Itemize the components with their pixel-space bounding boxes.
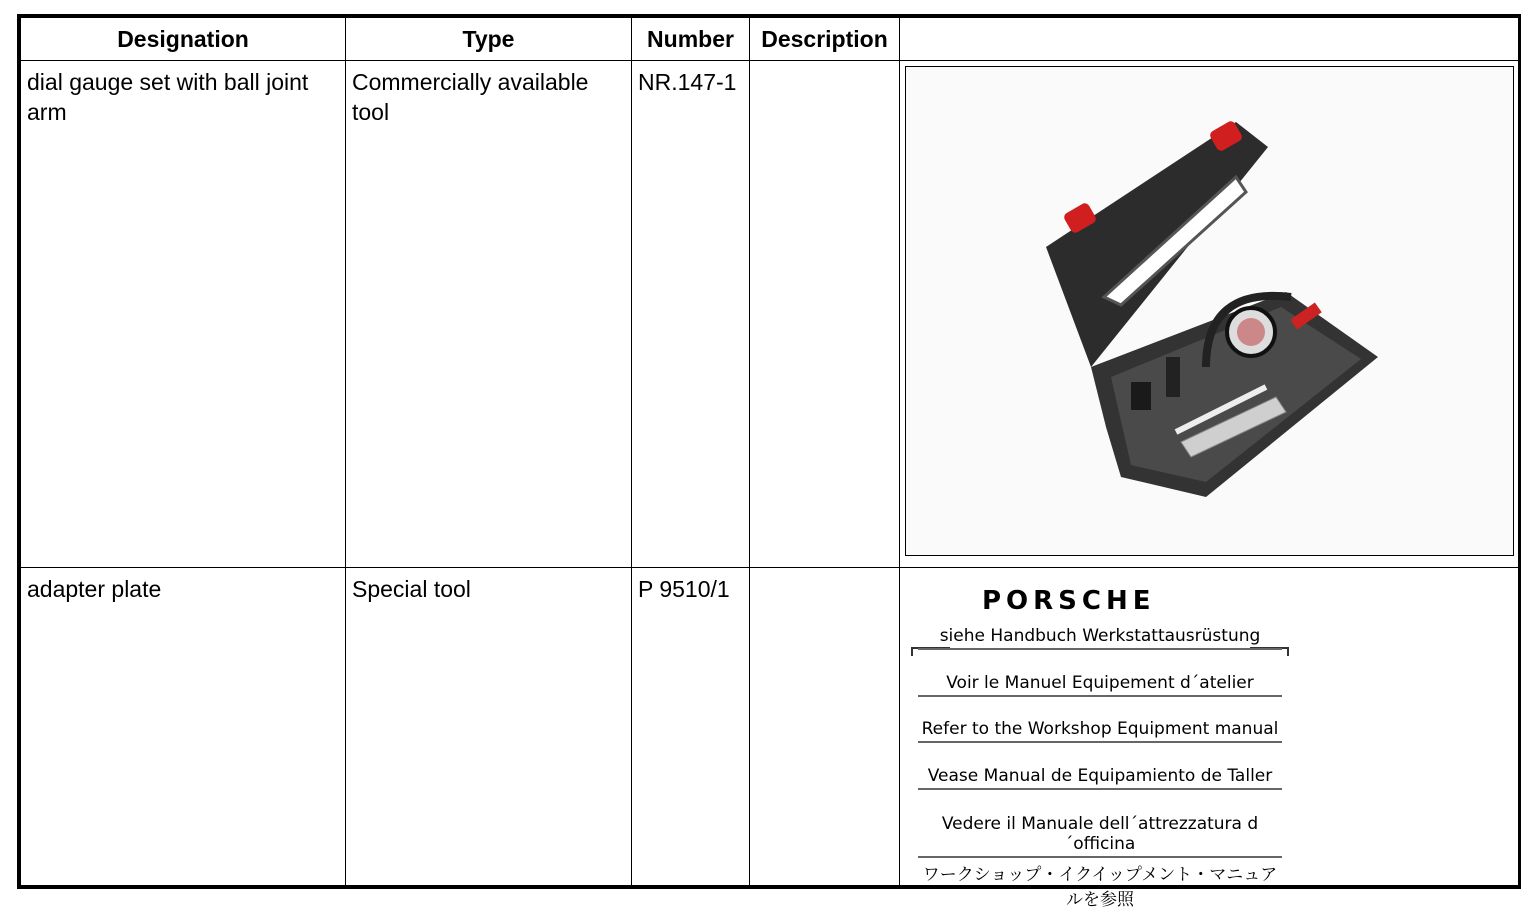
header-type: Type [346, 18, 632, 61]
reference-line-de: siehe Handbuch Werkstattausrüstung [918, 626, 1282, 646]
cell-designation: adapter plate [21, 568, 346, 886]
reference-line-es: Vease Manual de Equipamiento de Taller [918, 766, 1282, 786]
header-description: Description [750, 18, 900, 61]
cell-number: NR.147-1 [632, 61, 750, 568]
cell-reference [900, 568, 1519, 910]
cell-type: Commercially available tool [346, 61, 632, 568]
reference-line-it: Vedere il Manuale dell´attrezzatura d´officina [918, 814, 1282, 854]
cell-number: P 9510/1 [632, 568, 750, 886]
workshop-reference-box [900, 568, 1518, 910]
cell-description [750, 61, 900, 568]
dial-gauge-set-image [905, 66, 1514, 556]
header-image [900, 18, 1519, 61]
table-header-row [21, 18, 1519, 61]
table-row [21, 568, 1519, 886]
header-designation: Designation [21, 18, 346, 61]
reference-line-fr: Voir le Manuel Equipement d´atelier [918, 673, 1282, 693]
cell-designation: dial gauge set with ball joint arm [21, 61, 346, 568]
tool-table-frame [17, 14, 1521, 910]
table-row [21, 61, 1519, 568]
cell-type: Special tool [346, 568, 632, 886]
header-number: Number [632, 18, 750, 61]
cell-description [750, 568, 900, 886]
dial-gauge-case-illustration [906, 67, 1512, 553]
reference-line-ja: ワークショップ・イクイップメント・マニュアルを参照 [922, 865, 1278, 910]
porsche-logo: PORSCHE [982, 586, 1156, 616]
cell-image [900, 61, 1519, 568]
tool-table [20, 17, 1519, 910]
logo-bracket-lines [910, 616, 1310, 676]
reference-line-en: Refer to the Workshop Equipment manual [918, 719, 1282, 739]
